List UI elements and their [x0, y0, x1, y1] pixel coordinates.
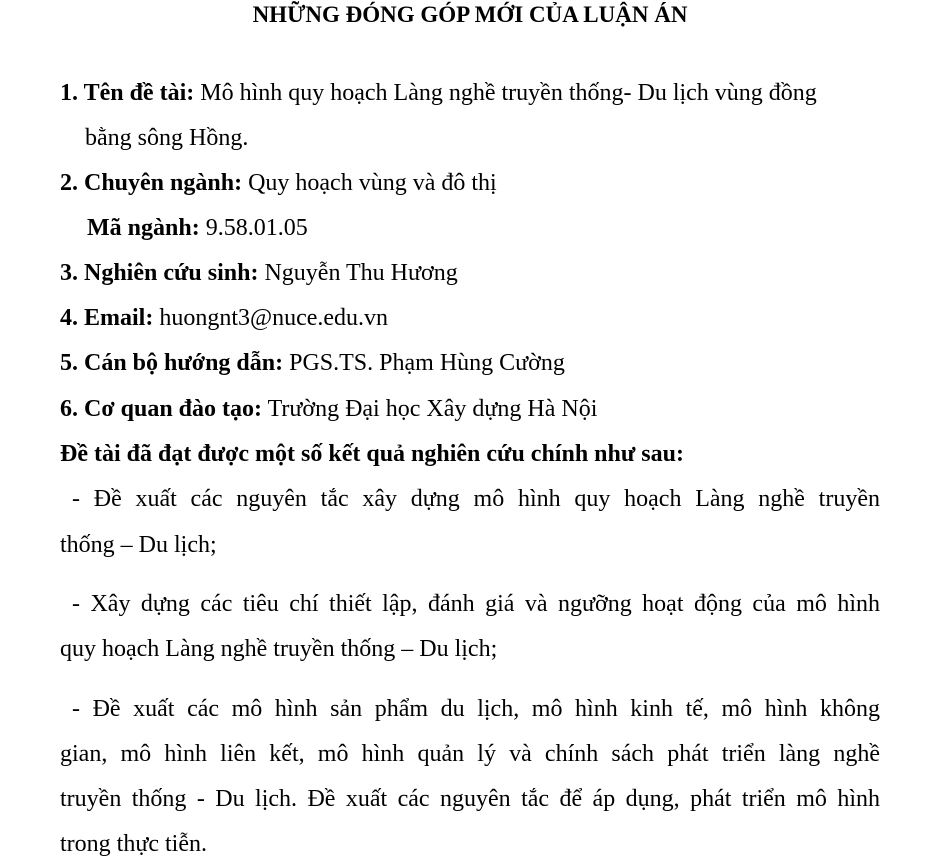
info-item-topic-continuation: bằng sông Hồng. [85, 125, 249, 151]
bullet-3-line-1: - Đề xuất các mô hình sản phẩm du lịch, mô hình kinh tế, mô hình không [72, 696, 880, 722]
bullet-1-line-1: - Đề xuất các nguyên tắc xây dựng mô hình quy hoạch Làng nghề truyền [72, 486, 880, 512]
info-value: 9.58.01.05 [199, 215, 308, 241]
info-value: huongnt3@nuce.edu.vn [153, 305, 389, 331]
bullet-2-line-2: quy hoạch Làng nghề truyền thống – Du lịch; [60, 636, 498, 662]
document-title: NHỮNG ĐÓNG GÓP MỚI CỦA LUẬN ÁN [252, 2, 688, 27]
info-item-major-code [87, 213, 308, 243]
bullet-1-line-2: thống – Du lịch; [60, 532, 217, 558]
info-value: PGS.TS. Phạm Hùng Cường [283, 350, 565, 376]
info-label: 4. Email: [60, 305, 154, 331]
bullet-2-line-1: - Xây dựng các tiêu chí thiết lập, đánh giá và ngưỡng hoạt động của mô hình [72, 591, 880, 617]
bullet-3-line-4: trong thực tiễn. [60, 831, 207, 857]
info-item-institution [60, 394, 597, 424]
info-value: Nguyễn Thu Hương [258, 260, 458, 286]
info-value: Mô hình quy hoạch Làng nghề truyền thống- Du lịch vùng đồng [194, 80, 817, 106]
info-item-topic [60, 78, 817, 108]
info-item-researcher [60, 258, 458, 288]
info-label: 5. Cán bộ hướng dẫn: [60, 350, 284, 376]
info-item-email [60, 303, 388, 333]
info-label: 2. Chuyên ngành: [60, 170, 243, 196]
results-heading: Đề tài đã đạt được một số kết quả nghiên cứu chính như sau: [60, 441, 684, 467]
info-value: Quy hoạch vùng và đô thị [242, 170, 497, 196]
info-value: Trường Đại học Xây dựng Hà Nội [262, 396, 598, 422]
bullet-3-line-2: gian, mô hình liên kết, mô hình quản lý và chính sách phát triển làng nghề [60, 741, 880, 767]
info-label: 1. Tên đề tài: [60, 80, 195, 106]
info-label: 3. Nghiên cứu sinh: [60, 260, 259, 286]
bullet-3-line-3: truyền thống - Du lịch. Đề xuất các nguyên tắc để áp dụng, phát triển mô hình [60, 786, 880, 812]
info-label: Mã ngành: [87, 215, 200, 241]
info-item-major [60, 168, 497, 198]
info-label: 6. Cơ quan đào tạo: [60, 396, 262, 422]
info-item-supervisor [60, 348, 565, 378]
